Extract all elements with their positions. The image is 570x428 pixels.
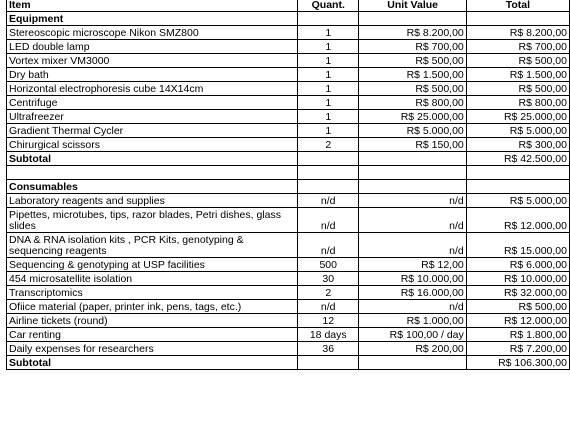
item-total: R$ 300,00 bbox=[466, 138, 569, 152]
item-name: Vortex mixer VM3000 bbox=[7, 54, 298, 68]
item-quantity: 1 bbox=[298, 68, 359, 82]
item-total: R$ 8.200,00 bbox=[466, 26, 569, 40]
table-row bbox=[7, 328, 570, 342]
table-row bbox=[7, 96, 570, 110]
consumables-title-row bbox=[7, 180, 570, 194]
empty-cell bbox=[298, 356, 359, 370]
header-total: Total bbox=[466, 0, 569, 12]
item-quantity: n/d bbox=[298, 208, 359, 233]
equipment-title-row bbox=[7, 12, 570, 26]
item-total: R$ 500,00 bbox=[466, 54, 569, 68]
empty-cell bbox=[466, 12, 569, 26]
item-unit-value: R$ 800,00 bbox=[359, 96, 466, 110]
table-row bbox=[7, 138, 570, 152]
item-quantity: 30 bbox=[298, 272, 359, 286]
item-name: Ultrafreezer bbox=[7, 110, 298, 124]
item-unit-value: R$ 8.200,00 bbox=[359, 26, 466, 40]
item-name: Laboratory reagents and supplies bbox=[7, 194, 298, 208]
item-name: Pipettes, microtubes, tips, razor blades, Petri dishes, glass slides bbox=[7, 208, 298, 233]
item-total: R$ 1.500,00 bbox=[466, 68, 569, 82]
item-total: R$ 800,00 bbox=[466, 96, 569, 110]
budget-table bbox=[6, 0, 570, 370]
item-name: Daily expenses for researchers bbox=[7, 342, 298, 356]
table-row bbox=[7, 233, 570, 258]
subtotal-label: Subtotal bbox=[7, 152, 298, 166]
item-unit-value: R$ 500,00 bbox=[359, 54, 466, 68]
item-unit-value: R$ 16.000,00 bbox=[359, 286, 466, 300]
item-quantity: 1 bbox=[298, 124, 359, 138]
empty-cell bbox=[7, 166, 298, 180]
item-quantity: 18 days bbox=[298, 328, 359, 342]
table-row bbox=[7, 26, 570, 40]
item-unit-value: R$ 5.000,00 bbox=[359, 124, 466, 138]
item-quantity: 1 bbox=[298, 26, 359, 40]
item-unit-value: R$ 12,00 bbox=[359, 258, 466, 272]
item-total: R$ 25.000,00 bbox=[466, 110, 569, 124]
consumables-subtotal-row bbox=[7, 356, 570, 370]
item-name: Sequencing & genotyping at USP facilities bbox=[7, 258, 298, 272]
item-quantity: n/d bbox=[298, 233, 359, 258]
item-quantity: 1 bbox=[298, 82, 359, 96]
item-name: Horizontal electrophoresis cube 14X14cm bbox=[7, 82, 298, 96]
item-unit-value: R$ 700,00 bbox=[359, 40, 466, 54]
item-name: Dry bath bbox=[7, 68, 298, 82]
table-row bbox=[7, 208, 570, 233]
empty-cell bbox=[298, 12, 359, 26]
item-quantity: 1 bbox=[298, 96, 359, 110]
subtotal-value: R$ 106.300,00 bbox=[466, 356, 569, 370]
item-total: R$ 5.000,00 bbox=[466, 194, 569, 208]
item-quantity: 12 bbox=[298, 314, 359, 328]
item-total: R$ 6.000,00 bbox=[466, 258, 569, 272]
table-row bbox=[7, 342, 570, 356]
empty-cell bbox=[466, 166, 569, 180]
table-row bbox=[7, 194, 570, 208]
item-total: R$ 500,00 bbox=[466, 300, 569, 314]
item-total: R$ 15.000,00 bbox=[466, 233, 569, 258]
table-row bbox=[7, 82, 570, 96]
table-row bbox=[7, 54, 570, 68]
header-unit-value: Unit Value bbox=[359, 0, 466, 12]
item-unit-value: n/d bbox=[359, 300, 466, 314]
empty-cell bbox=[298, 152, 359, 166]
item-total: R$ 700,00 bbox=[466, 40, 569, 54]
empty-cell bbox=[359, 356, 466, 370]
table-row bbox=[7, 124, 570, 138]
subtotal-label: Subtotal bbox=[7, 356, 298, 370]
item-total: R$ 7.200,00 bbox=[466, 342, 569, 356]
item-total: R$ 32.000,00 bbox=[466, 286, 569, 300]
budget-table-body bbox=[7, 0, 570, 370]
item-total: R$ 10.000,00 bbox=[466, 272, 569, 286]
item-name: DNA & RNA isolation kits , PCR Kits, genotyping & sequencing reagents bbox=[7, 233, 298, 258]
empty-cell bbox=[359, 152, 466, 166]
table-row bbox=[7, 40, 570, 54]
item-name: Ofiice material (paper, printer ink, pens, tags, etc.) bbox=[7, 300, 298, 314]
header-quant: Quant. bbox=[298, 0, 359, 12]
item-quantity: n/d bbox=[298, 194, 359, 208]
item-name: Transcriptomics bbox=[7, 286, 298, 300]
empty-cell bbox=[298, 166, 359, 180]
item-unit-value: R$ 100,00 / day bbox=[359, 328, 466, 342]
item-quantity: 500 bbox=[298, 258, 359, 272]
item-unit-value: R$ 25.000,00 bbox=[359, 110, 466, 124]
item-unit-value: R$ 200,00 bbox=[359, 342, 466, 356]
section-title: Equipment bbox=[7, 12, 298, 26]
spacer-row bbox=[7, 166, 570, 180]
item-total: R$ 12.000,00 bbox=[466, 314, 569, 328]
subtotal-value: R$ 42.500,00 bbox=[466, 152, 569, 166]
item-quantity: 1 bbox=[298, 40, 359, 54]
empty-cell bbox=[298, 180, 359, 194]
item-total: R$ 1.800,00 bbox=[466, 328, 569, 342]
item-name: Gradient Thermal Cycler bbox=[7, 124, 298, 138]
table-row bbox=[7, 272, 570, 286]
header-row bbox=[7, 0, 570, 12]
equipment-subtotal-row bbox=[7, 152, 570, 166]
empty-cell bbox=[359, 180, 466, 194]
item-name: Car renting bbox=[7, 328, 298, 342]
item-name: LED double lamp bbox=[7, 40, 298, 54]
item-unit-value: n/d bbox=[359, 208, 466, 233]
item-unit-value: R$ 500,00 bbox=[359, 82, 466, 96]
item-name: 454 microsatellite isolation bbox=[7, 272, 298, 286]
table-row bbox=[7, 68, 570, 82]
item-total: R$ 12.000,00 bbox=[466, 208, 569, 233]
item-unit-value: n/d bbox=[359, 194, 466, 208]
empty-cell bbox=[359, 166, 466, 180]
empty-cell bbox=[466, 180, 569, 194]
item-quantity: 1 bbox=[298, 54, 359, 68]
table-row bbox=[7, 258, 570, 272]
item-name: Airline tickets (round) bbox=[7, 314, 298, 328]
header-item: Item bbox=[7, 0, 298, 12]
item-name: Chirurgical scissors bbox=[7, 138, 298, 152]
empty-cell bbox=[359, 12, 466, 26]
item-unit-value: R$ 1.000,00 bbox=[359, 314, 466, 328]
table-row bbox=[7, 314, 570, 328]
table-row bbox=[7, 110, 570, 124]
item-unit-value: R$ 10.000,00 bbox=[359, 272, 466, 286]
item-unit-value: R$ 150,00 bbox=[359, 138, 466, 152]
item-name: Centrifuge bbox=[7, 96, 298, 110]
item-quantity: n/d bbox=[298, 300, 359, 314]
item-quantity: 2 bbox=[298, 286, 359, 300]
table-row bbox=[7, 286, 570, 300]
table-row bbox=[7, 300, 570, 314]
item-unit-value: n/d bbox=[359, 233, 466, 258]
item-total: R$ 5.000,00 bbox=[466, 124, 569, 138]
item-quantity: 1 bbox=[298, 110, 359, 124]
item-quantity: 36 bbox=[298, 342, 359, 356]
item-name: Stereoscopic microscope Nikon SMZ800 bbox=[7, 26, 298, 40]
section-title: Consumables bbox=[7, 180, 298, 194]
item-quantity: 2 bbox=[298, 138, 359, 152]
item-unit-value: R$ 1.500,00 bbox=[359, 68, 466, 82]
item-total: R$ 500,00 bbox=[466, 82, 569, 96]
